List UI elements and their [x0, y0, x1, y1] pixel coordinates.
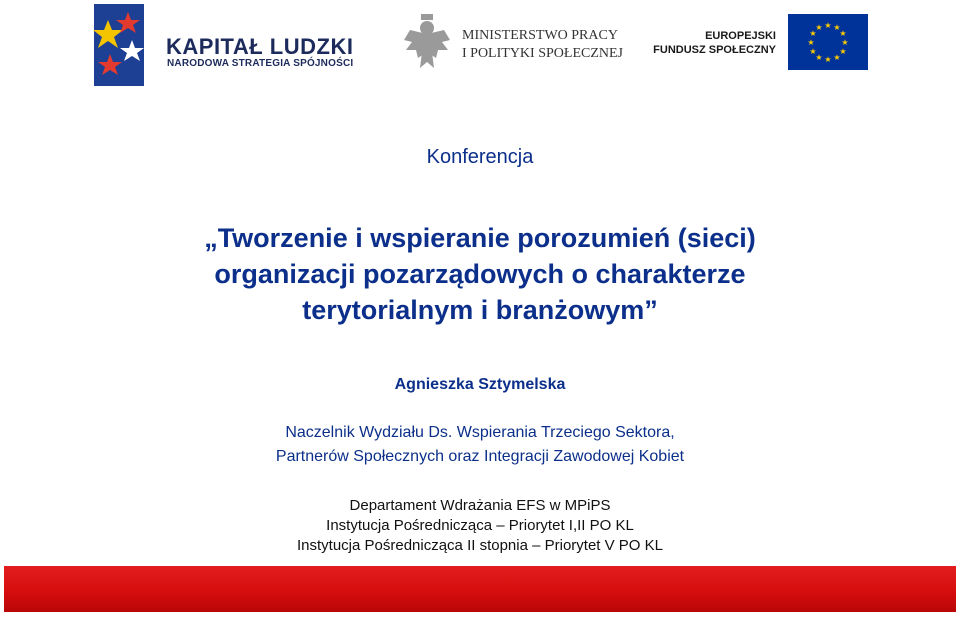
efs-logo: [648, 14, 868, 74]
presentation-title: [0, 220, 960, 328]
svg-text:★: ★: [815, 23, 823, 32]
kapital-ludzki-subtitle: NARODOWA STRATEGIA SPÓJNOŚCI: [167, 58, 354, 69]
ministry-name-line2: I POLITYKI SPOŁECZNEJ: [462, 46, 623, 61]
department-line: Instytucja Pośrednicząca – Priorytet I,II PO KL: [326, 517, 634, 534]
title-line: „Tworzenie i wspieranie porozumień (sieci): [204, 223, 756, 253]
polish-eagle-icon: [400, 12, 454, 74]
svg-text:★: ★: [841, 38, 849, 47]
svg-text:★: ★: [809, 47, 817, 56]
ministry-logo: [400, 12, 630, 74]
svg-text:★: ★: [833, 23, 841, 32]
title-line: terytorialnym i branżowym”: [302, 295, 658, 325]
department-line: Departament Wdrażania EFS w MPiPS: [349, 497, 611, 514]
svg-text:★: ★: [815, 53, 823, 62]
eu-flag-icon: [788, 14, 868, 70]
footer-red-bar: [4, 566, 956, 612]
efs-name-line1: EUROPEJSKI: [705, 30, 776, 42]
kapital-ludzki-title: KAPITAŁ LUDZKI: [166, 34, 354, 59]
svg-text:★: ★: [807, 38, 815, 47]
svg-text:★: ★: [839, 29, 847, 38]
kapital-ludzki-logo: [88, 0, 378, 88]
author-name: Agnieszka Sztymelska: [394, 376, 566, 393]
efs-name-line2: FUNDUSZ SPOŁECZNY: [653, 44, 776, 56]
logo-bar: [0, 0, 960, 90]
kapital-ludzki-stars-icon: [88, 0, 164, 88]
position-line: Partnerów Społecznych oraz Integracji Zawodowej Kobiet: [275, 448, 685, 465]
svg-text:★: ★: [833, 53, 841, 62]
svg-text:★: ★: [824, 21, 832, 30]
svg-text:★: ★: [824, 55, 832, 64]
event-label: Konferencja: [426, 146, 534, 168]
svg-text:★: ★: [839, 47, 847, 56]
position-line: Naczelnik Wydziału Ds. Wspierania Trzeciego Sektora,: [285, 424, 675, 441]
ministry-name-line1: MINISTERSTWO PRACY: [462, 28, 618, 43]
department-line: Instytucja Pośrednicząca II stopnia – Priorytet V PO KL: [296, 537, 663, 554]
department-info: [0, 496, 960, 556]
svg-text:★: ★: [809, 29, 817, 38]
title-line: organizacji pozarządowych o charakterze: [214, 259, 746, 289]
author-position: [0, 421, 960, 469]
